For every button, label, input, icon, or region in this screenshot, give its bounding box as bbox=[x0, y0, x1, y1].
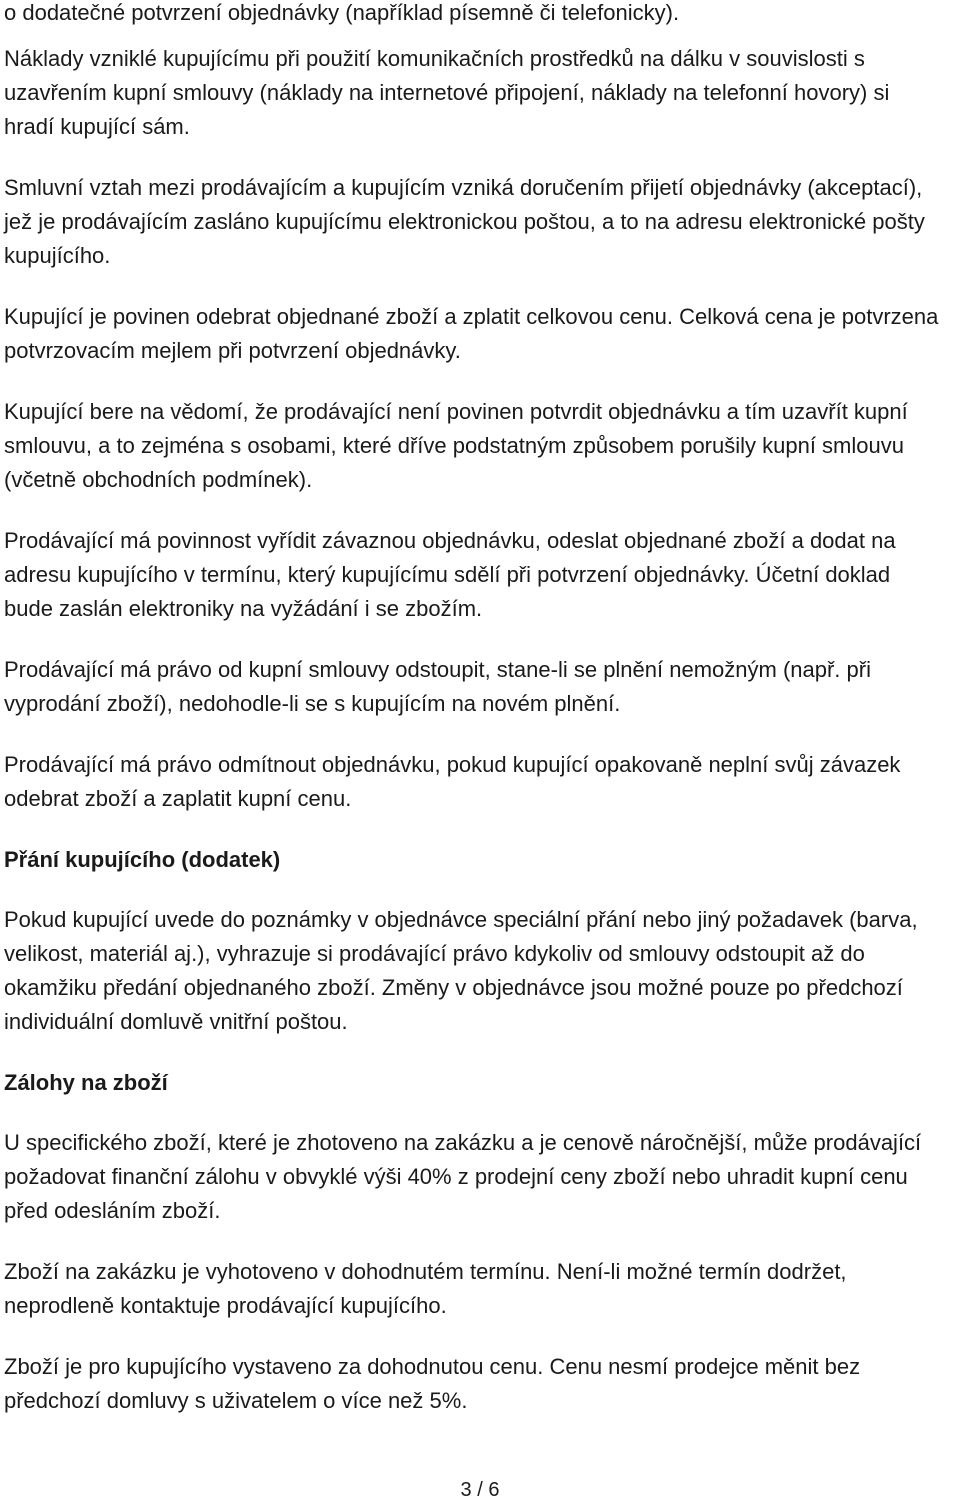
heading-buyer-wishes: Přání kupujícího (dodatek) bbox=[4, 847, 281, 872]
paragraph-seller-refusal: Prodávající má právo odmítnout objednávku, pokud kupující opakovaně neplní svůj závazek odebrat zboží a zaplatit kupní cenu. bbox=[4, 752, 901, 811]
heading-deposits: Zálohy na zboží bbox=[4, 1070, 168, 1095]
page-number: 3 / 6 bbox=[460, 1479, 500, 1501]
paragraph-order-confirmation: o dodatečné potvrzení objednávky (například písemně či telefonicky). bbox=[4, 0, 680, 25]
document-body bbox=[4, 0, 944, 1445]
paragraph-agreed-price: Zboží je pro kupujícího vystaveno za dohodnutou cenu. Cenu nesmí prodejce měnit bez předchozí domluvy s uživatelem o více než 5%. bbox=[4, 1354, 861, 1413]
paragraph-seller-duties: Prodávající má povinnost vyřídit závaznou objednávku, odeslat objednané zboží a dodat na adresu kupujícího v termínu, který kupujícímu sdělí při potvrzení objednávky. Účetní doklad bude zaslán elektroniky na vyžádání i se zbožím. bbox=[4, 528, 896, 621]
paragraph-deposit-amount: U specifického zboží, které je zhotoveno na zakázku a je cenově náročnější, může prodávající požadovat finanční zálohu v obvyklé výši 40% z prodejní ceny zboží nebo uhradit kupní cenu před odesláním zboží. bbox=[4, 1130, 922, 1223]
paragraph-custom-order-deadline: Zboží na zakázku je vyhotoveno v dohodnutém termínu. Není-li možné termín dodržet, neprodleně kontaktuje prodávající kupujícího. bbox=[4, 1259, 847, 1318]
paragraph-contract-formation: Smluvní vztah mezi prodávajícím a kupujícím vzniká doručením přijetí objednávky (akceptací), jež je prodávajícím zasláno kupujícímu elektronickou poštou, a to na adresu elektronické pošty kupujícího. bbox=[4, 175, 925, 268]
paragraph-seller-withdrawal: Prodávající má právo od kupní smlouvy odstoupit, stane-li se plnění nemožným (např. při vyprodání zboží), nedohodle-li se s kupujícím na novém plnění. bbox=[4, 657, 871, 716]
paragraph-buyer-wishes: Pokud kupující uvede do poznámky v objednávce speciální přání nebo jiný požadavek (barva, velikost, materiál aj.), vyhrazuje si prodávající právo kdykoliv od smlouvy odstoupit až do okamžiku předání objednaného zboží. Změny v objednávce jsou možné pouze po předchozí individuální domluvě vnitřní poštou. bbox=[4, 907, 918, 1034]
paragraph-seller-not-obliged: Kupující bere na vědomí, že prodávající není povinen potvrdit objednávku a tím uzavřít kupní smlouvu, a to zejména s osobami, které dříve podstatným způsobem porušily kupní smlouvu (včetně obchodních podmínek). bbox=[4, 399, 908, 492]
paragraph-buyer-obligation: Kupující je povinen odebrat objednané zboží a zplatit celkovou cenu. Celková cena je potvrzena potvrzovacím mejlem při potvrzení objednávky. bbox=[4, 304, 939, 363]
paragraph-remote-communication-costs: Náklady vzniklé kupujícímu při použití komunikačních prostředků na dálku v souvislosti s uzavřením kupní smlouvy (náklady na internetové připojení, náklady na telefonní hovory) si hradí kupující sám. bbox=[4, 46, 890, 139]
